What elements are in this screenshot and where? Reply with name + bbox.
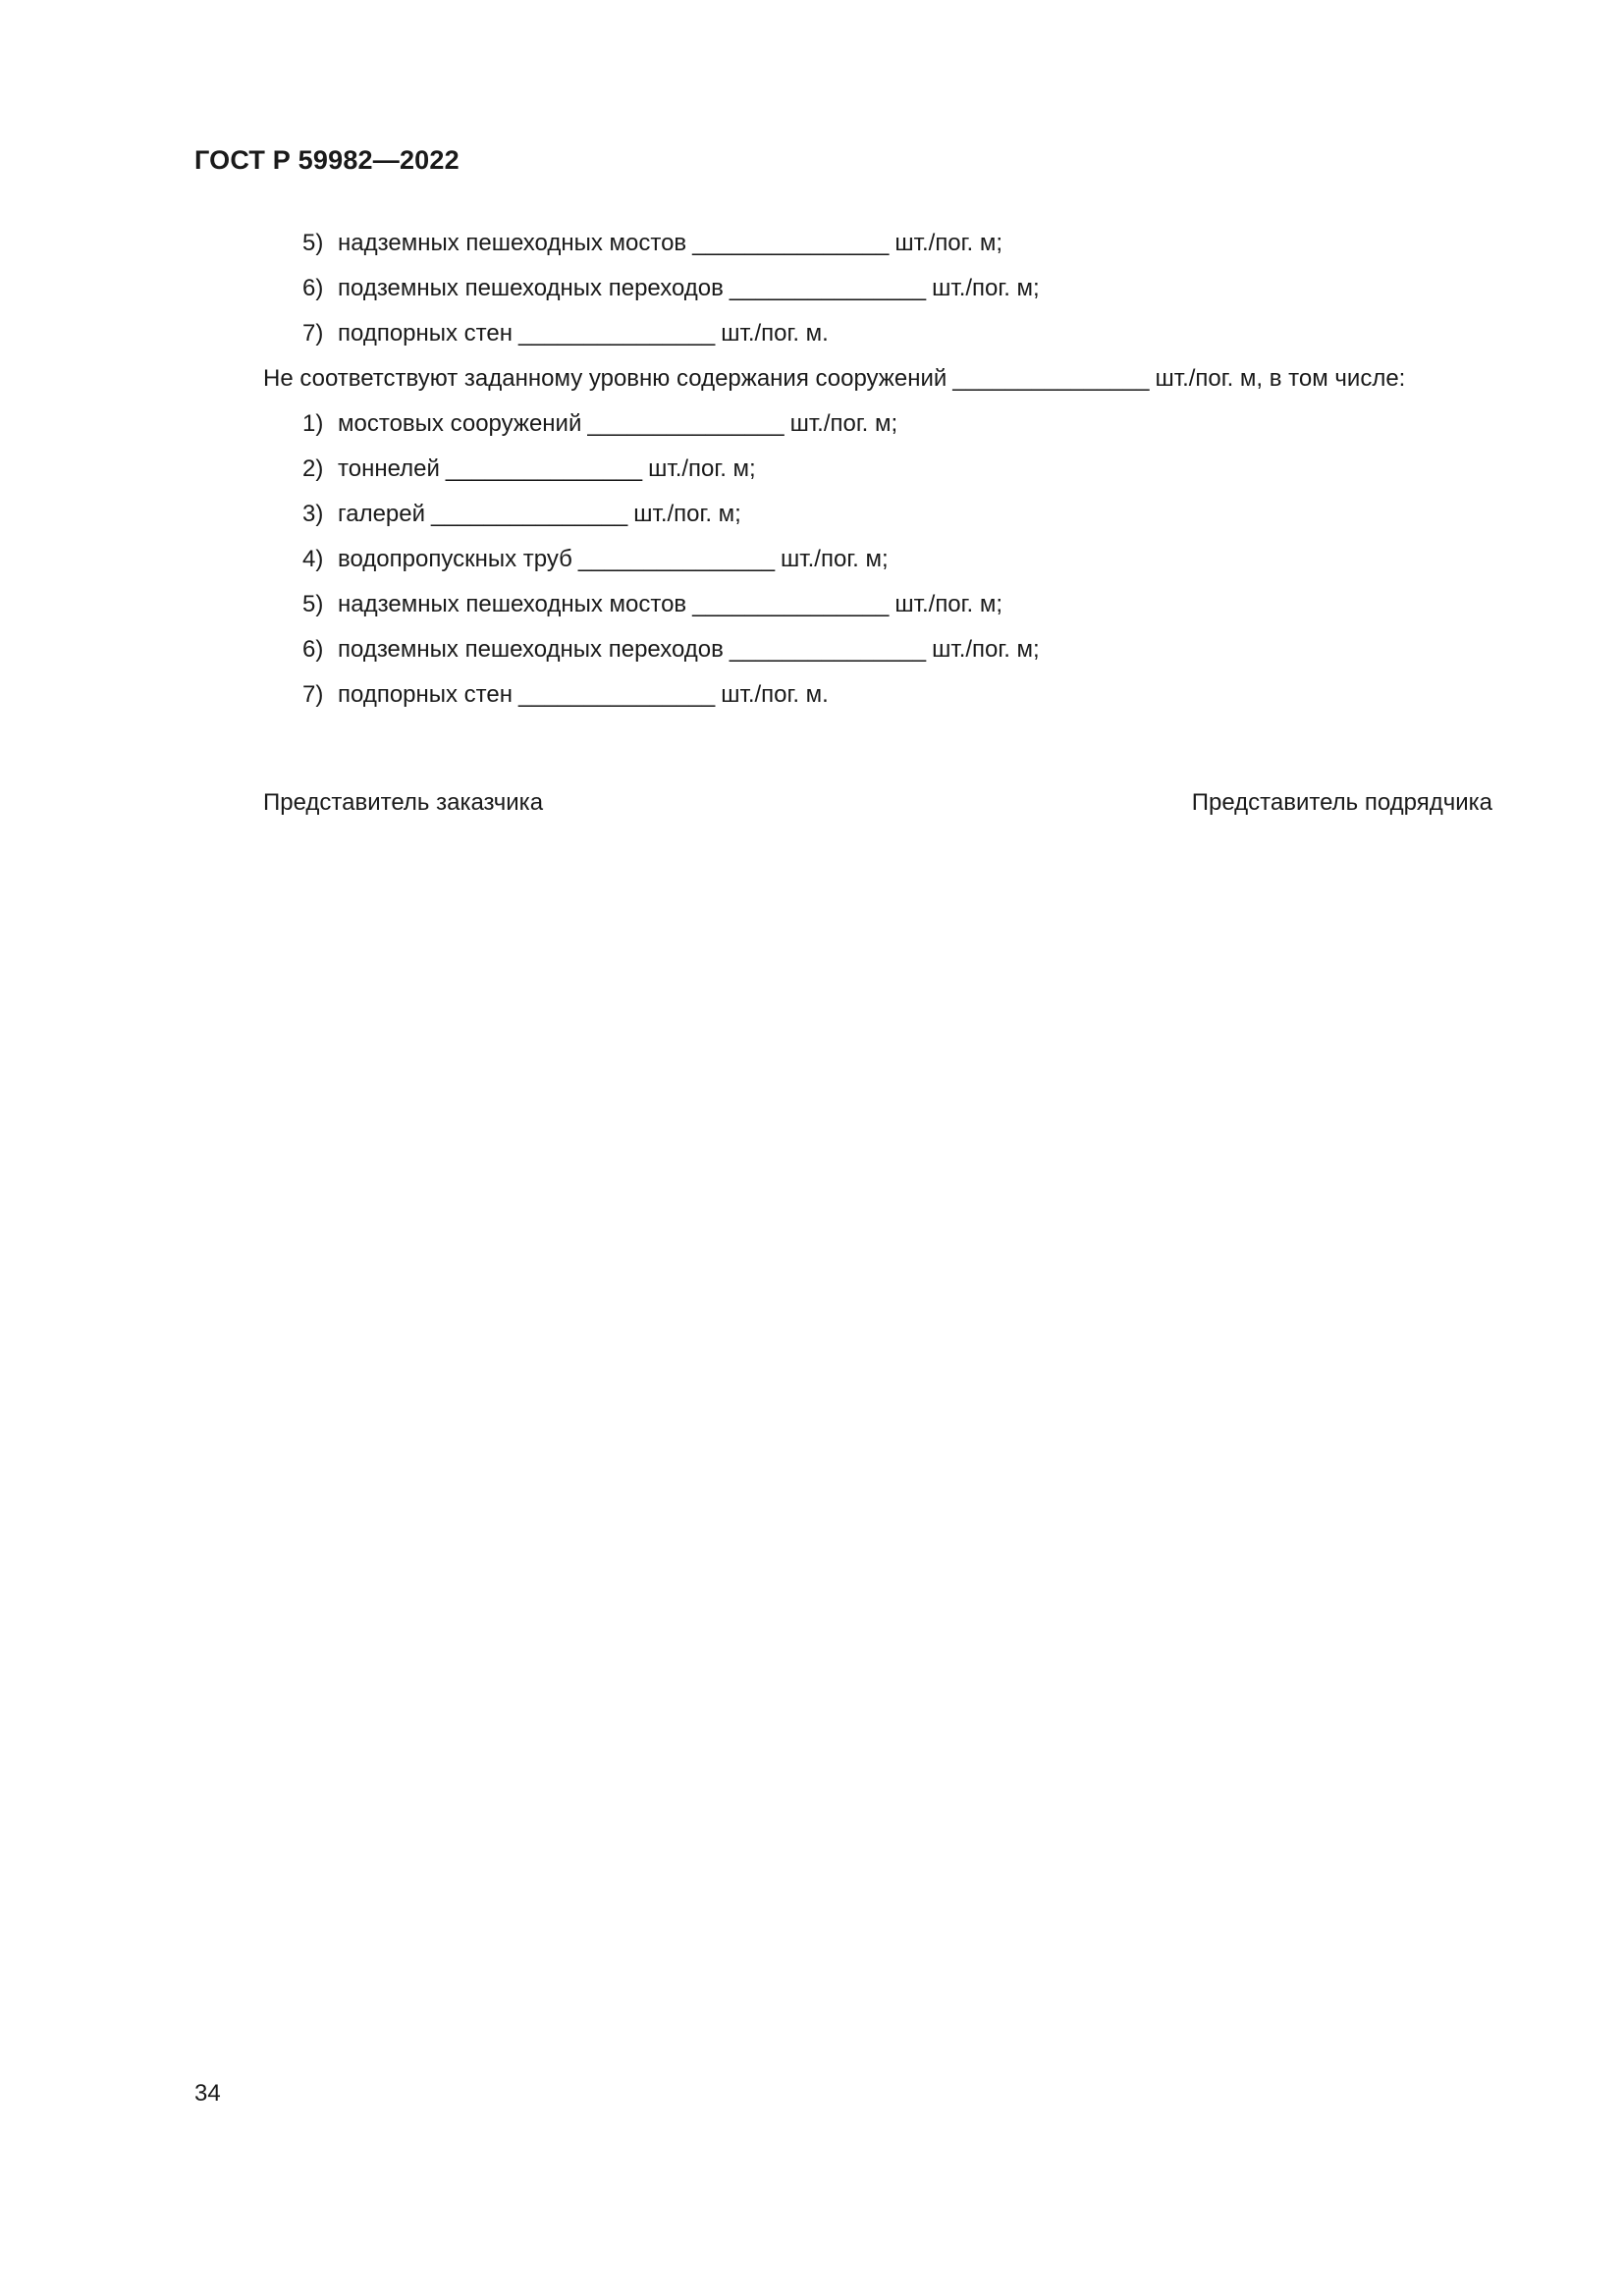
fill-in-blank: _______________ (577, 546, 776, 572)
fill-in-blank: _______________ (692, 230, 890, 256)
list-item (302, 591, 1002, 618)
list-item-unit: шт./пог. м; (633, 501, 741, 527)
list-item-number: 5) (302, 591, 324, 617)
list-item (302, 501, 741, 528)
summary-paragraph (263, 365, 1405, 393)
list-item-number: 6) (302, 275, 324, 301)
list-item-number: 7) (302, 681, 324, 708)
list-item-number: 3) (302, 501, 324, 527)
list-item-unit: шт./пог. м; (894, 230, 1002, 256)
list-item (302, 275, 1040, 302)
list-item (302, 681, 829, 709)
list-item-label: надземных пешеходных мостов (338, 230, 687, 256)
list-item-number: 4) (302, 546, 324, 572)
list-item-label: галерей (338, 501, 426, 527)
list-item-unit: шт./пог. м; (648, 455, 756, 482)
list-item-number: 5) (302, 230, 324, 256)
page-number: 34 (194, 2080, 221, 2107)
paragraph-text: Не соответствуют заданному уровню содержания сооружений (263, 365, 947, 392)
list-item (302, 410, 897, 438)
fill-in-blank: _______________ (518, 320, 716, 347)
list-item-label: надземных пешеходных мостов (338, 591, 687, 617)
list-item-label: тоннелей (338, 455, 440, 482)
list-item (302, 546, 889, 573)
fill-in-blank: _______________ (692, 591, 890, 617)
paragraph-unit: шт./пог. м, в том числе: (1155, 365, 1406, 392)
fill-in-blank: _______________ (518, 681, 716, 708)
fill-in-blank: _______________ (431, 501, 628, 527)
list-item-unit: шт./пог. м. (721, 681, 829, 708)
list-item-label: водопропускных труб (338, 546, 572, 572)
list-item (302, 455, 756, 483)
contractor-representative-label: Представитель подрядчика (1191, 789, 1492, 816)
list-item-label: подпорных стен (338, 320, 514, 347)
fill-in-blank: _______________ (445, 455, 643, 482)
list-item-unit: шт./пог. м; (789, 410, 898, 437)
list-item (302, 230, 1002, 257)
fill-in-blank: _______________ (587, 410, 785, 437)
list-item-label: мостовых сооружений (338, 410, 582, 437)
list-item-unit: шт./пог. м. (721, 320, 829, 347)
list-item-number: 6) (302, 636, 324, 663)
list-item-number: 1) (302, 410, 324, 437)
list-item-unit: шт./пог. м; (932, 636, 1040, 663)
customer-representative-label: Представитель заказчика (263, 789, 544, 816)
list-item (302, 636, 1040, 664)
fill-in-blank: _______________ (729, 636, 927, 663)
list-item (302, 320, 829, 347)
list-item-unit: шт./пог. м; (932, 275, 1040, 301)
list-item-unit: шт./пог. м; (781, 546, 889, 572)
list-item-unit: шт./пог. м; (894, 591, 1002, 617)
document-code: ГОСТ Р 59982—2022 (194, 145, 460, 175)
list-item-number: 2) (302, 455, 324, 482)
fill-in-blank: _______________ (729, 275, 927, 301)
list-item-label: подземных пешеходных переходов (338, 636, 724, 663)
list-item-label: подземных пешеходных переходов (338, 275, 724, 301)
list-item-number: 7) (302, 320, 324, 347)
fill-in-blank: _______________ (952, 365, 1150, 392)
list-item-label: подпорных стен (338, 681, 514, 708)
